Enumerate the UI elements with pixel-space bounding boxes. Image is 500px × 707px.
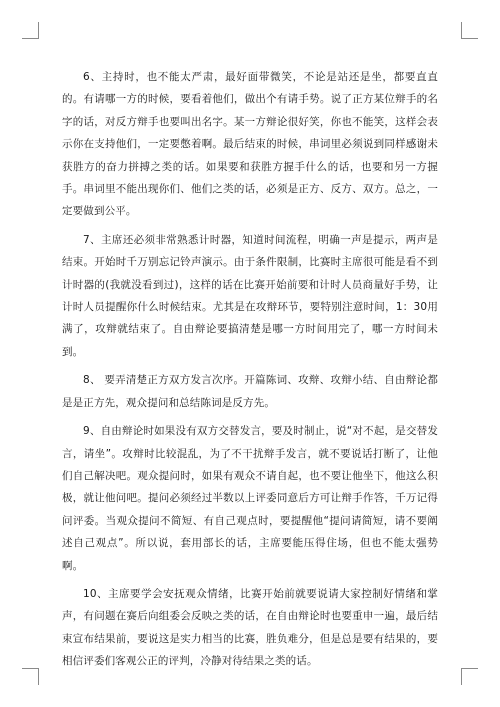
crop-mark-top-left [22, 22, 39, 39]
paragraph-10: 10、主席要学会安抚观众情绪，比赛开始前就要说请大家控制好情绪和掌声，有问题在赛后向组委会反映之类的话，在自由辩论时也要重申一遍，最后结束宣布结果前，要说这是实力相当的比赛，胜负难分，但是总是要有结果的，要相信评委们客观公正的评判，冷静对待结果之类的话。 [62, 587, 438, 668]
paragraph-9: 9、自由辩论时如果没有双方交替发言，要及时制止，说“对不起，是交替发言，请坐”。攻辩时比较混乱，为了不干扰辩手发言，就不要说话打断了，让他们自己解决吧。观众提问时，如果有观众不请自起，也不要让他坐下，他这么积极，就让他问吧。提问必须经过半数以上评委同意后方可让辩手作答，千万记得问评委。当观众提问不简短、有自己观点时，要提醒他“提问请简短，请不要阐述自己观点”。所以说，套用部长的话，主席要能压得住场，但也不能太强势啊。 [62, 425, 438, 572]
document-body [62, 66, 438, 673]
crop-mark-bottom-left [22, 668, 39, 685]
crop-mark-bottom-right [461, 668, 478, 685]
paragraph-8: 8、 要弄清楚正方双方发言次序。开篇陈词、攻辩、攻辩小结、自由辩论都是是正方先，观众提问和总结陈词是反方先。 [62, 374, 438, 409]
paragraph-6: 6、主持时，也不能太严肃，最好面带微笑，不论是站还是坐，都要直直的。有请哪一方的时候，要看着他们，做出个有请手势。说了正方某位辩手的名字的话，对反方辩手也要叫出名字。某一方辩论很好笑，你也不能笑，这样会表示你在支持他们，一定要憋着啊。最后结束的时候，串词里必须说到同样感谢未获胜方的奋力拼搏之类的话。如果要和获胜方握手什么的话，也要和另一方握手。串词里不能出现你们、他们之类的话，必须是正方、反方、双方。总之，一定要做到公平。 [62, 71, 438, 218]
crop-mark-top-right [461, 22, 478, 39]
paragraph-7: 7、主席还必须非常熟悉计时器，知道时间流程，明确一声是提示，两声是结束。开始时千万别忘记铃声演示。由于条件限制，比赛时主席很可能是看不到计时器的(我就没看到过)，这样的话在比赛开始前要和计时人员商量好手势，让计时人员提醒你什么时候结束。尤其是在攻辩环节，要特别注意时间，1：30用满了，攻辩就结束了。自由辩论要搞清楚是哪一方时间用完了，哪一方时间未到。 [62, 233, 438, 358]
